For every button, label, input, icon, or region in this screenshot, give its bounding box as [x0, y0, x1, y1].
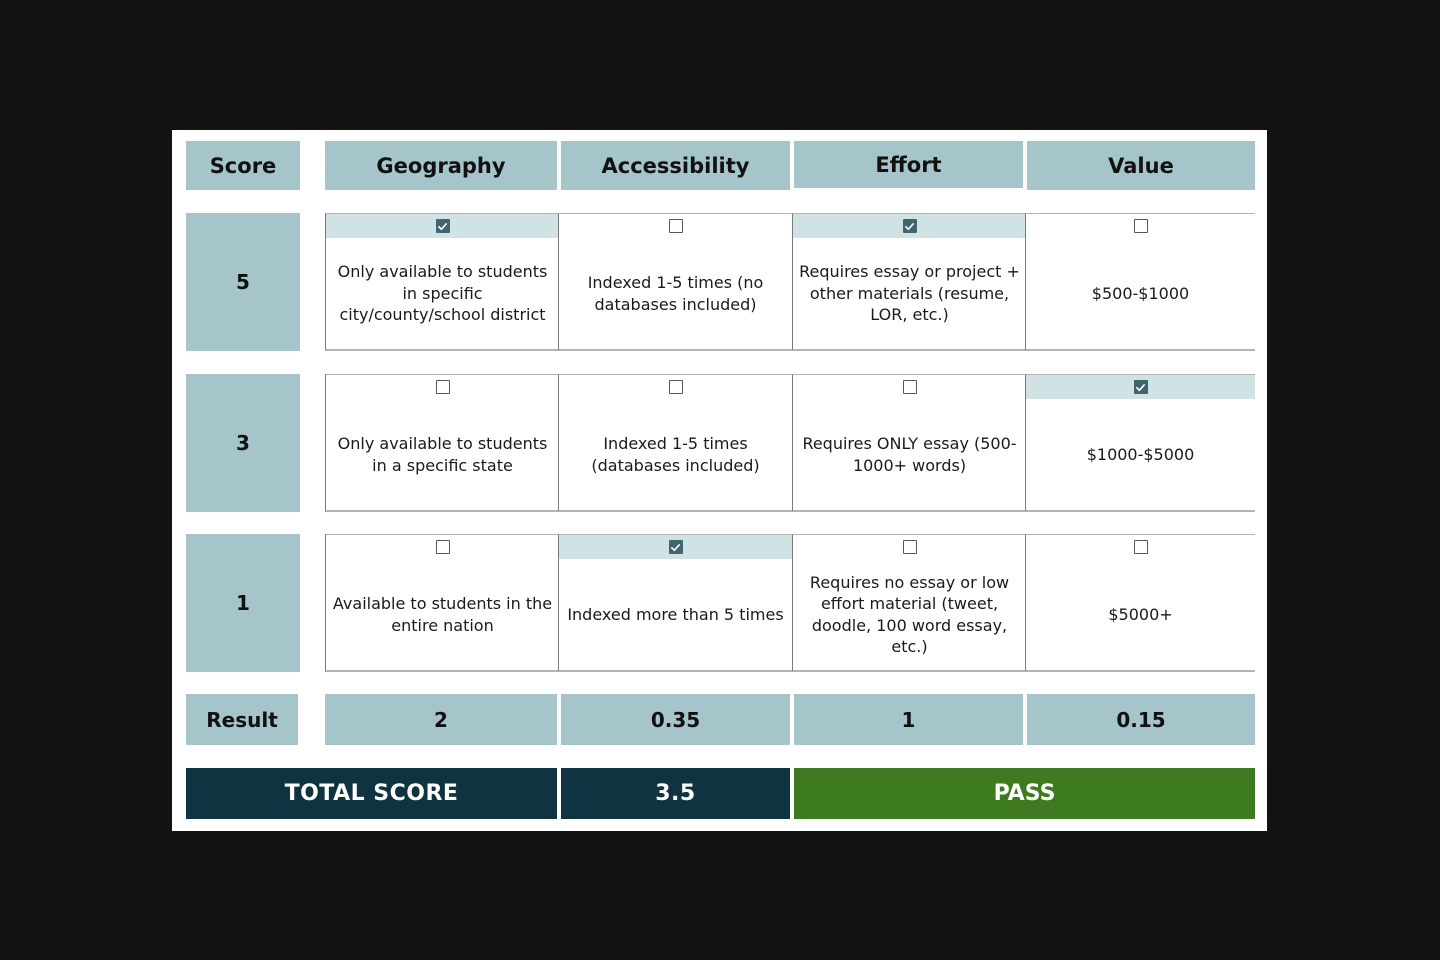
- scoring-rubric: [172, 130, 1267, 831]
- checkmark-icon: [1135, 382, 1146, 393]
- checkbox-unchecked[interactable]: [436, 380, 450, 394]
- cell-accessibility-5: [558, 213, 792, 351]
- checkbox-unchecked[interactable]: [1134, 540, 1148, 554]
- header-geography: Geography: [325, 141, 557, 190]
- checkbox-band: [559, 375, 792, 399]
- cell-effort-3: [792, 374, 1026, 512]
- total-score-value: 3.5: [561, 768, 790, 819]
- score-3: 3: [186, 374, 300, 512]
- header-score: Score: [186, 141, 300, 190]
- criterion-text: Only available to students in specific city/county/school district: [337, 262, 548, 325]
- cell-accessibility-3: [558, 374, 792, 512]
- criterion-text: Requires essay or project + other materials (resume, LOR, etc.): [799, 262, 1020, 325]
- checkbox-band: [793, 535, 1026, 559]
- cell-effort-5: [792, 213, 1026, 351]
- checkbox-checked[interactable]: [1134, 380, 1148, 394]
- checkbox-band: [1026, 535, 1255, 559]
- checkmark-icon: [670, 542, 681, 553]
- score-1: 1: [186, 534, 300, 672]
- cell-value-5: [1025, 213, 1255, 351]
- checkmark-icon: [904, 221, 915, 232]
- result-label: Result: [186, 694, 298, 745]
- checkbox-band: [793, 214, 1026, 238]
- checkbox-band: [793, 375, 1026, 399]
- criterion-text: Indexed 1-5 times (no databases included): [587, 273, 764, 314]
- checkbox-checked[interactable]: [903, 219, 917, 233]
- cell-geography-3: [325, 374, 559, 512]
- total-score-label: TOTAL SCORE: [186, 768, 557, 819]
- pass-status-badge: PASS: [794, 768, 1255, 819]
- criterion-text: Only available to students in a specific state: [337, 434, 548, 475]
- cell-geography-5: [325, 213, 559, 351]
- checkbox-band: [326, 535, 559, 559]
- header-accessibility: Accessibility: [561, 141, 790, 190]
- checkbox-band: [326, 214, 559, 238]
- checkbox-unchecked[interactable]: [903, 540, 917, 554]
- result-accessibility: 0.35: [561, 694, 790, 745]
- checkbox-unchecked[interactable]: [436, 540, 450, 554]
- checkbox-band: [326, 375, 559, 399]
- checkbox-checked[interactable]: [669, 540, 683, 554]
- checkbox-band: [559, 214, 792, 238]
- checkbox-band: [559, 535, 792, 559]
- criterion-text: $1000-$5000: [1086, 444, 1195, 464]
- cell-value-1: [1025, 534, 1255, 672]
- checkbox-unchecked[interactable]: [903, 380, 917, 394]
- cell-geography-1: [325, 534, 559, 672]
- score-5: 5: [186, 213, 300, 351]
- header-effort: Effort: [794, 141, 1023, 188]
- checkbox-unchecked[interactable]: [669, 219, 683, 233]
- checkbox-band: [1026, 214, 1255, 238]
- criterion-text: Requires no essay or low effort material (tweet, doodle, 100 word essay, etc.): [809, 572, 1010, 656]
- cell-accessibility-1: [558, 534, 792, 672]
- result-effort: 1: [794, 694, 1023, 745]
- checkbox-unchecked[interactable]: [1134, 219, 1148, 233]
- criterion-text: $5000+: [1108, 604, 1173, 624]
- criterion-text: $500-$1000: [1091, 283, 1190, 303]
- checkbox-band: [1026, 375, 1255, 399]
- cell-value-3: [1025, 374, 1255, 512]
- checkbox-checked[interactable]: [436, 219, 450, 233]
- header-value: Value: [1027, 141, 1255, 190]
- criterion-text: Requires ONLY essay (500-1000+ words): [802, 434, 1017, 475]
- checkbox-unchecked[interactable]: [669, 380, 683, 394]
- criterion-text: Indexed more than 5 times: [567, 604, 784, 624]
- result-geography: 2: [325, 694, 557, 745]
- result-value: 0.15: [1027, 694, 1255, 745]
- cell-effort-1: [792, 534, 1026, 672]
- criterion-text: Available to students in the entire nation: [332, 594, 553, 635]
- criterion-text: Indexed 1-5 times (databases included): [591, 434, 760, 475]
- checkmark-icon: [437, 221, 448, 232]
